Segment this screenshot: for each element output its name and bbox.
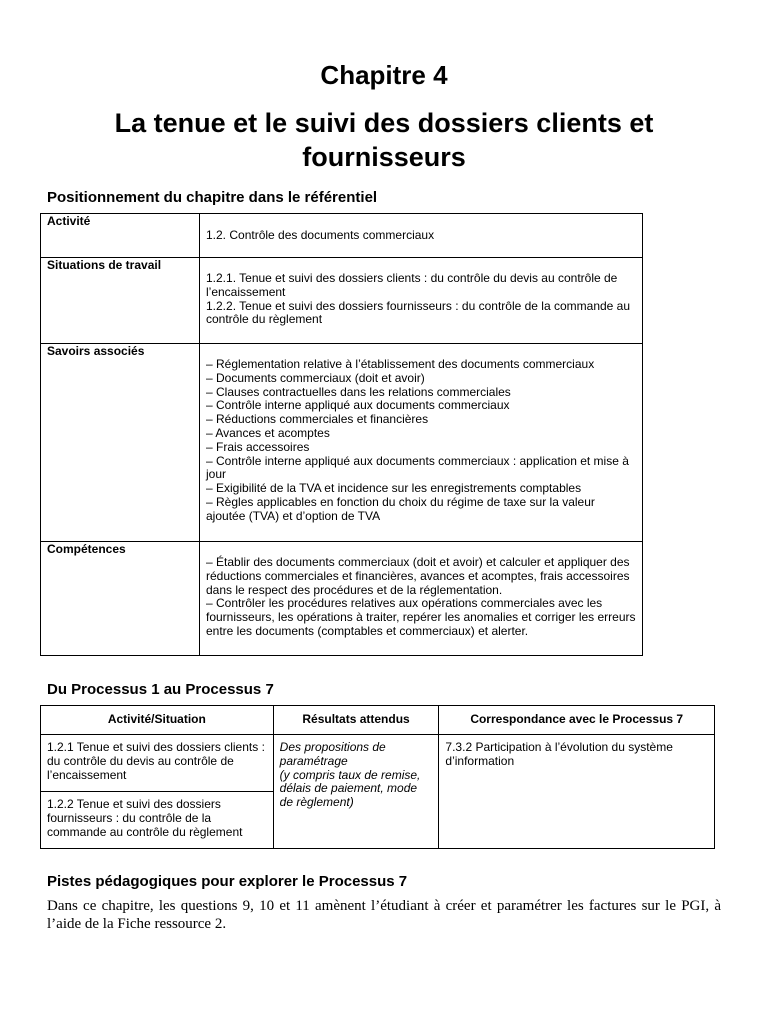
row-value-situations — [200, 258, 643, 344]
content-line: – Exigibilité de la TVA et incidence sur les enregistrements comptables — [206, 481, 582, 496]
content-line: Des propositions de paramétrage — [279, 740, 386, 768]
content-line: – Contrôler les procédures relatives aux opérations commerciales avec les fournisseurs, les opérations à traiter, repérer les anomalies et corriger les erreurs entre les documents (comptables et commerciaux) et alerter. — [206, 596, 636, 638]
column-header-activite: Activité/Situation — [41, 706, 274, 735]
row-value-competences — [200, 542, 643, 656]
content-line: – Règles applicables en fonction du choix du régime de taxe sur la valeur ajoutée (TVA) et d’option de TVA — [206, 494, 595, 523]
table-row — [41, 344, 643, 542]
content-line: 1.2. Contrôle des documents commerciaux — [206, 228, 435, 242]
section-heading-processus: Du Processus 1 au Processus 7 — [47, 681, 274, 698]
situation-cell: 1.2.1 Tenue et suivi des dossiers clients : du contrôle du devis au contrôle de l’encaissement — [41, 735, 274, 792]
content-line: – Contrôle interne appliqué aux documents commerciaux — [206, 398, 510, 413]
column-header-resultats: Résultats attendus — [273, 706, 439, 735]
row-value-savoirs — [200, 344, 643, 542]
row-label-competences: Compétences — [41, 542, 200, 656]
row-label-situations: Situations de travail — [41, 258, 200, 344]
processus-table — [40, 705, 715, 849]
content-line: – Frais accessoires — [206, 439, 310, 454]
content-line: – Contrôle interne appliqué aux documents commerciaux : application et mise à jour — [206, 453, 629, 482]
table-row — [41, 214, 643, 258]
table-row — [41, 735, 715, 792]
correspondance-cell: 7.3.2 Participation à l’évolution du système d’information — [439, 735, 715, 849]
row-label-savoirs: Savoirs associés — [41, 344, 200, 542]
content-line: – Clauses contractuelles dans les relations commerciales — [206, 384, 511, 399]
chapter-number: Chapitre 4 — [320, 60, 448, 90]
content-line: 1.2.2. Tenue et suivi des dossiers fournisseurs : du contrôle de la commande au contrôle du règlement — [206, 298, 631, 327]
table-header-row — [41, 706, 715, 735]
section-heading-referentiel: Positionnement du chapitre dans le référentiel — [47, 189, 378, 206]
chapter-title: La tenue et le suivi des dossiers clients et fournisseurs — [114, 108, 654, 172]
resultats-cell — [273, 735, 439, 849]
situation-cell: 1.2.2 Tenue et suivi des dossiers fournisseurs : du contrôle de la commande au contrôle du règlement — [41, 792, 274, 849]
content-line: – Réglementation relative à l’établissement des documents commerciaux — [206, 357, 595, 371]
pistes-paragraph: Dans ce chapitre, les questions 9, 10 et 11 amènent l’étudiant à créer et paramétrer les factures sur le PGI, à l’aide de la Fiche ressource 2. — [47, 898, 721, 932]
content-line: – Établir des documents commerciaux (doit et avoir) et calculer et appliquer des réductions commerciales et financières, avances et acomptes, frais accessoires dans le respect des procédures et de la réglementation. — [206, 555, 630, 597]
row-label-activite: Activité — [41, 214, 200, 258]
content-line: – Documents commerciaux (doit et avoir) — [206, 370, 425, 385]
referentiel-table — [40, 213, 643, 656]
content-line: – Réductions commerciales et financières — [206, 412, 429, 427]
section-heading-pistes: Pistes pédagogiques pour explorer le Processus 7 — [47, 873, 408, 890]
content-line: 1.2.1. Tenue et suivi des dossiers clients : du contrôle du devis au contrôle de l’encaissement — [206, 271, 618, 299]
row-value-activite — [200, 214, 643, 258]
column-header-correspondance: Correspondance avec le Processus 7 — [439, 706, 715, 735]
content-line: – Avances et acomptes — [206, 425, 330, 440]
table-row — [41, 258, 643, 344]
content-line: (y compris taux de remise, délais de paiement, mode de règlement) — [279, 767, 421, 810]
table-row — [41, 542, 643, 656]
